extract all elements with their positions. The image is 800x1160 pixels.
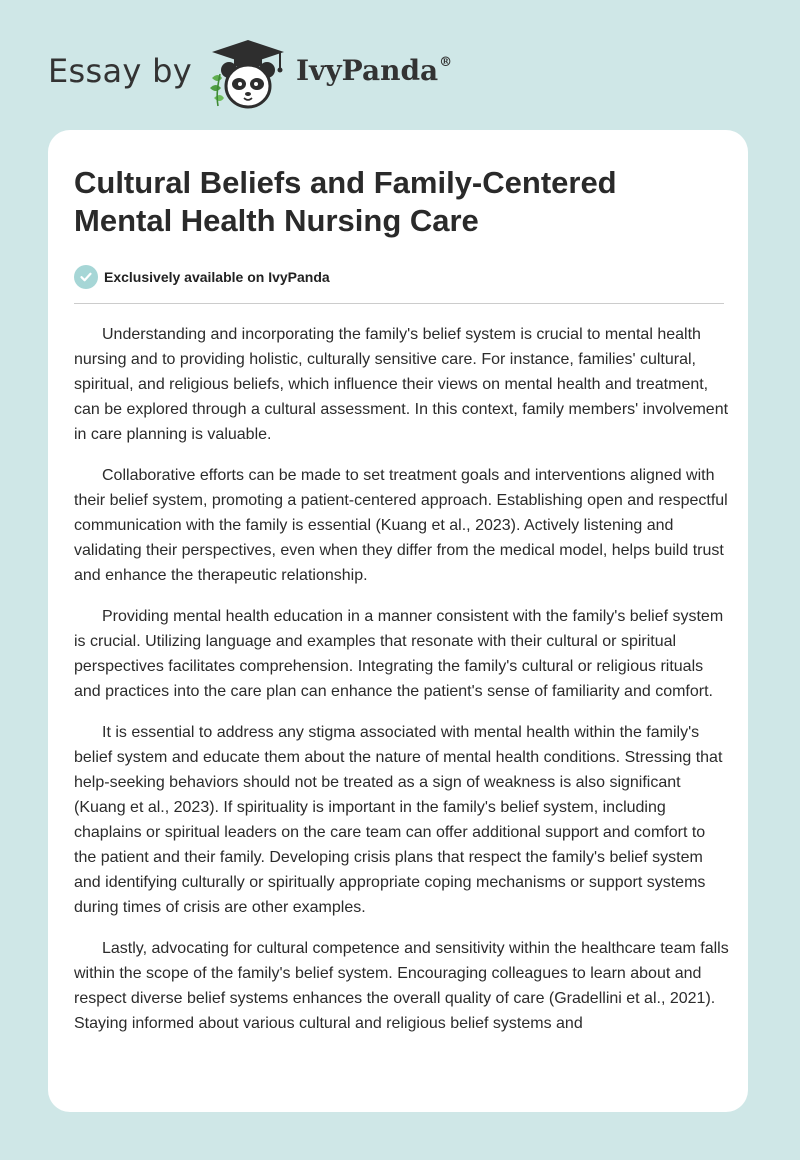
paragraph: Collaborative efforts can be made to set treatment goals and interventions aligned with their belief system, promoting a patient-centered approach. Establishing open and respectful communication with the family is essential (Kuang et al., 2023). Actively listening and validating their perspectives, even when they differ from the medical model, helps build trust and enhance the therapeutic relationship.	[74, 467, 728, 584]
essay-by-label: Essay by	[48, 52, 192, 90]
check-circle-icon	[74, 265, 98, 289]
exclusive-badge	[74, 264, 330, 290]
divider	[74, 303, 724, 304]
badge-label: Exclusively available on IvyPanda	[104, 269, 330, 285]
paragraph: It is essential to address any stigma associated with mental health within the family's belief system and educate them about the nature of mental health conditions. Stressing that help-seeking behaviors should not be treated as a sign of weakness is also significant (Kuang et al., 2023). If spirituality is important in the family's belief system, including chaplains or spiritual leaders on the care team can offer additional support and comfort to the patient and their family. Developing crisis plans that respect the family's belief system and identifying culturally or spiritually appropriate coping mechanisms or support systems during times of crisis are other examples.	[74, 724, 723, 916]
paragraph: Lastly, advocating for cultural competence and sensitivity within the healthcare team falls within the scope of the family's belief system. Encouraging colleagues to learn about and respect diverse belief systems enhances the overall quality of care (Gradellini et al., 2021). Staying informed about various cultural and religious belief systems and	[74, 940, 729, 1032]
brand-name	[296, 54, 452, 87]
panda-graduate-logo-icon	[200, 34, 296, 114]
essay-card	[48, 130, 748, 1112]
essay-body	[74, 322, 730, 1052]
registered-mark: ®	[439, 55, 453, 70]
paragraph: Understanding and incorporating the family's belief system is crucial to mental health nursing and to providing holistic, culturally sensitive care. For instance, families' cultural, spiritual, and religious beliefs, which influence their views on mental health and treatment, can be explored through a cultural assessment. In this context, family members' involvement in care planning is valuable.	[74, 326, 729, 443]
paragraph: Providing mental health education in a manner consistent with the family's belief system is crucial. Utilizing language and examples that resonate with their cultural or spiritual perspectives facilitates comprehension. Integrating the family's cultural or religious rituals and practices into the care plan can enhance the patient's sense of familiarity and comfort.	[74, 608, 724, 700]
brand-name-text: IvyPanda	[296, 54, 439, 87]
site-header-brand[interactable]	[48, 34, 508, 114]
essay-title: Cultural Beliefs and Family-Centered Mental Health Nursing Care	[74, 165, 617, 238]
